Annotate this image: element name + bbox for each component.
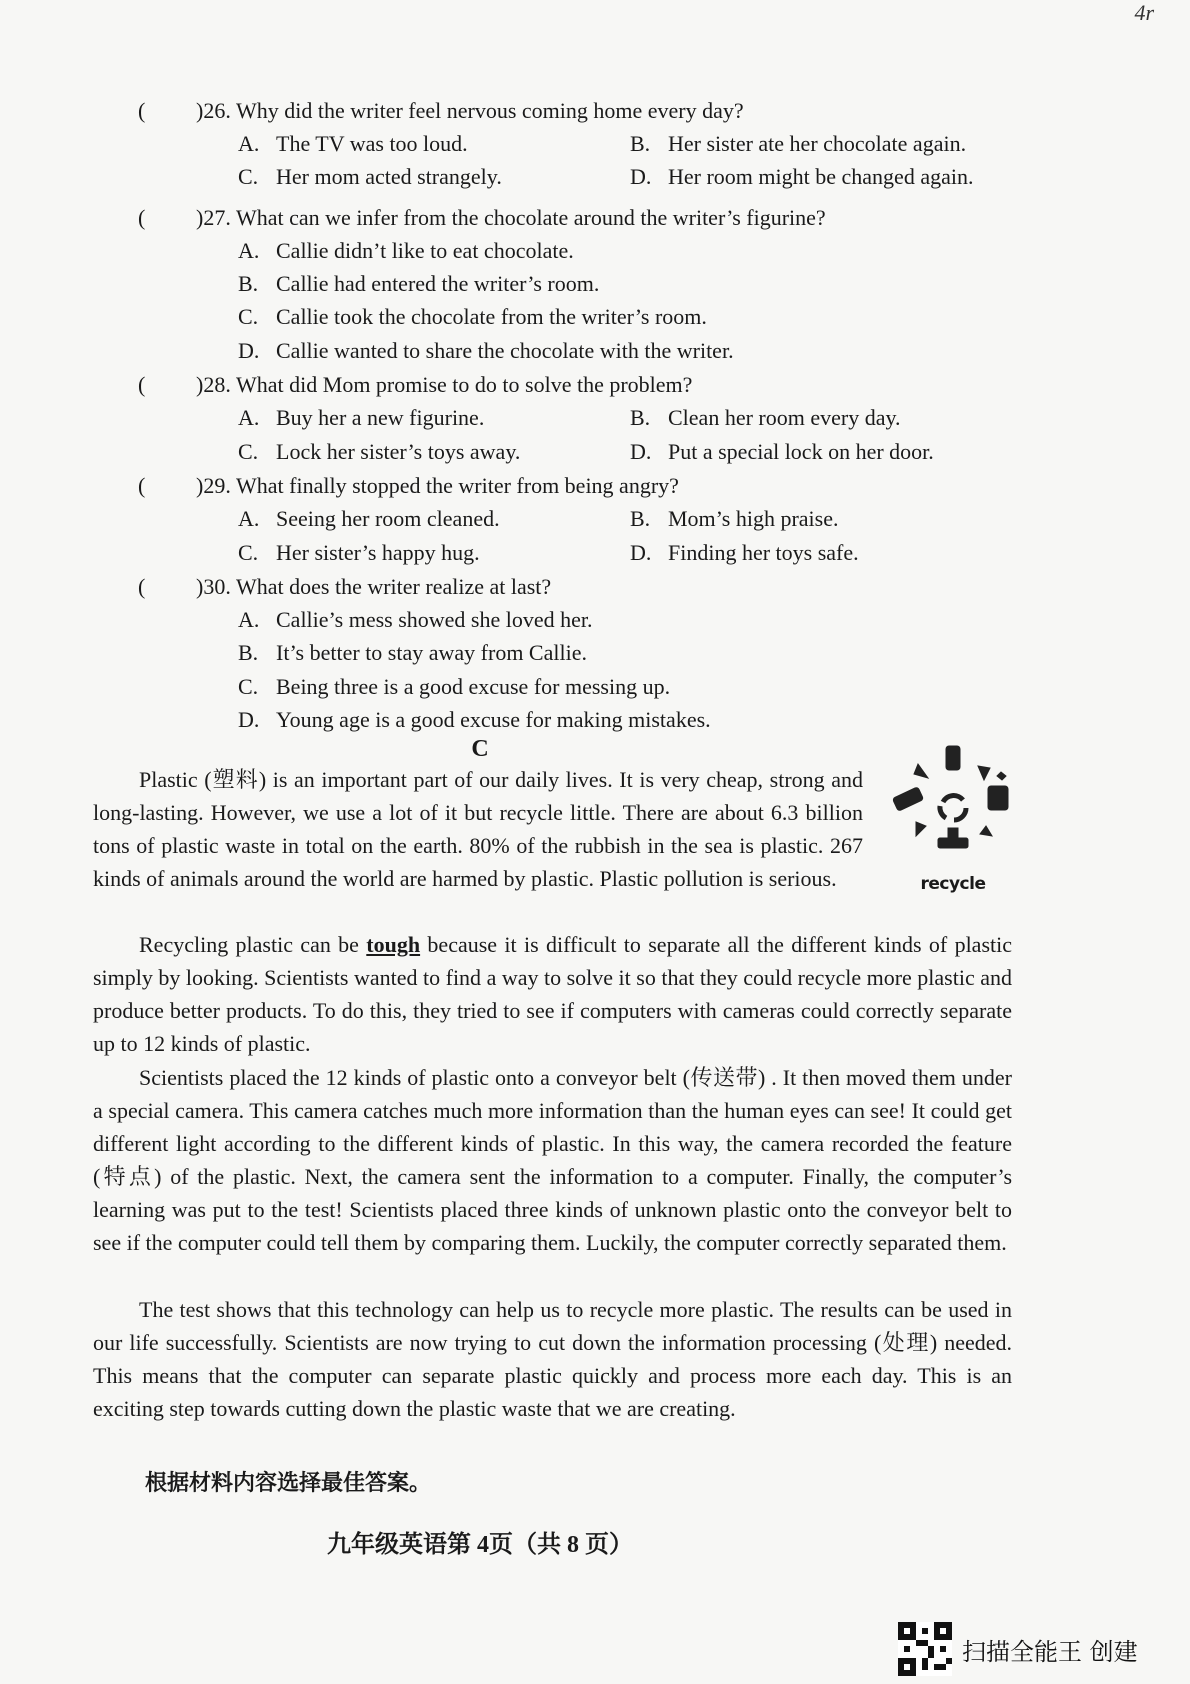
question-number: )27. — [196, 205, 231, 230]
option-a: A. Callie’s mess showed she loved her. — [238, 607, 593, 632]
answer-blank-open: ( — [138, 574, 146, 599]
option-c: C. Callie took the chocolate from the writer’s room. — [238, 304, 707, 329]
recycle-illustration — [888, 742, 1018, 897]
corner-mark: 4r — [1134, 0, 1154, 25]
question-number: )29. — [196, 473, 231, 498]
option-d: D. Put a special lock on her door. — [630, 439, 934, 464]
option-d: D. Finding her toys safe. — [630, 540, 859, 565]
option-c: C. Lock her sister’s toys away. — [238, 439, 521, 464]
instruction: 根据材料内容选择最佳答案。 — [145, 1471, 432, 1496]
option-d: D. Callie wanted to share the chocolate with the writer. — [238, 338, 734, 363]
passage-paragraph-1: Plastic (塑料) is an important part of our daily lives. It is very cheap, strong and long-lasting. However, we use a lot of it but recycle little. There are about 6.3 billion tons of plastic waste in total on the earth. 80% of the rubbish in the sea is plastic. 267 kinds of animals around the world are harmed by plastic. Plastic pollution is serious. — [93, 767, 863, 892]
answer-blank-open: ( — [138, 473, 146, 498]
question-number: )30. — [196, 574, 231, 599]
option-c: C. Her sister’s happy hug. — [238, 540, 480, 565]
question-stem: Why did the writer feel nervous coming home every day? — [236, 98, 744, 123]
qr-code-icon — [898, 1622, 952, 1676]
option-a: A. Buy her a new figurine. — [238, 405, 485, 430]
answer-blank-open: ( — [138, 98, 146, 123]
answer-blank-open: ( — [138, 205, 146, 230]
option-b: B. Her sister ate her chocolate again. — [630, 131, 967, 156]
option-c: C. Her mom acted strangely. — [238, 164, 502, 189]
option-a: A. Callie didn’t like to eat chocolate. — [238, 238, 574, 263]
option-b: B. Clean her room every day. — [630, 405, 901, 430]
option-b: B. Mom’s high praise. — [630, 506, 839, 531]
option-d: D. Young age is a good excuse for making mistakes. — [238, 707, 711, 732]
question-stem: What did Mom promise to do to solve the problem? — [236, 372, 693, 397]
option-a: A. The TV was too loud. — [238, 131, 468, 156]
recycle-label: recycle — [920, 874, 986, 894]
option-d: D. Her room might be changed again. — [630, 164, 974, 189]
passage-paragraph-4: The test shows that this technology can help us to recycle more plastic. The results can be used in our life successfully. Scientists are now trying to cut down the information processing (处理) needed. This means that the computer can separate plastic quickly and process more each day. This is an exciting step towards cutting down the plastic waste that we are creating. — [93, 1297, 1012, 1422]
passage-paragraph-2: Recycling plastic can be tough because it is difficult to separate all the different kinds of plastic simply by looking. Scientists wanted to find a way to solve it so that they could recycle more plastic and produce better products. To do this, they tried to see if computers with cameras could correctly separate up to 12 kinds of plastic. — [93, 932, 1012, 1057]
answer-blank-open: ( — [138, 372, 146, 397]
scanner-watermark — [898, 1620, 1138, 1678]
option-c: C. Being three is a good excuse for messing up. — [238, 674, 671, 699]
option-b: B. Callie had entered the writer’s room. — [238, 271, 600, 296]
question-stem: What does the writer realize at last? — [236, 574, 552, 599]
scanner-text: 扫描全能王 创建 — [962, 1637, 1138, 1666]
keyword-tough: tough — [366, 932, 421, 957]
page-footer: 九年级英语第 4页（共 8 页） — [327, 1532, 633, 1558]
option-b: B. It’s better to stay away from Callie. — [238, 640, 587, 665]
passage-paragraph-3: Scientists placed the 12 kinds of plastic onto a conveyor belt (传送带) . It then moved them under a special camera. This camera catches much more information than the human eyes can see! It could get different light according to the different kinds of plastic. In this way, the camera recorded the feature (特点) of the plastic. Next, the camera sent the information to a computer. Finally, the computer’s learning was put to the test! Scientists placed three kinds of unknown plastic onto the conveyor belt to see if the computer could tell them by comparing them. Luckily, the computer correctly separated them. — [93, 1065, 1012, 1256]
option-a: A. Seeing her room cleaned. — [238, 506, 500, 531]
question-stem: What can we infer from the chocolate around the writer’s figurine? — [236, 205, 826, 230]
question-number: )26. — [196, 98, 231, 123]
recycle-icon — [888, 742, 1018, 872]
question-number: )28. — [196, 372, 231, 397]
section-letter: C — [471, 736, 489, 762]
question-stem: What finally stopped the writer from being angry? — [236, 473, 679, 498]
